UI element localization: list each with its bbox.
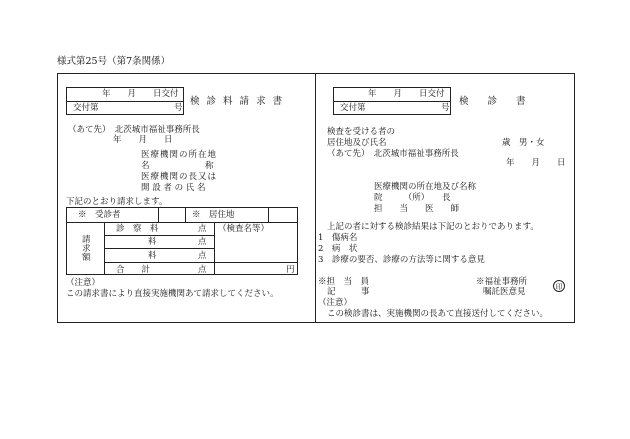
item-opinion: 3 診療の要否、診療の方法等に関する意見 (318, 255, 485, 265)
date-line: 年 月 日 (506, 158, 566, 168)
fee-row-label: 料 (148, 251, 157, 261)
examinee-line: 検査を受ける者の (327, 127, 396, 137)
note-label: （注意） (318, 298, 353, 308)
recipient-label: ※ 受診者 (78, 210, 121, 220)
claim-form-title: 検 診 料 請 求 書 (190, 96, 285, 107)
issue-no-label: 交付第 (340, 103, 366, 113)
staff-label-2: 記 事 (327, 287, 370, 297)
issue-no-suffix: 号 (441, 103, 450, 113)
residence-label: ※ 居住地 (192, 210, 235, 220)
addressee: （あて先） 北茨城市福祉事務所長 (68, 125, 200, 135)
age-sex-label: 歳 男・女 (502, 138, 545, 148)
doctor-opinion-label: 嘱託医意見 (483, 287, 526, 297)
note-text: この請求書により直接実施機関あて請求してください。 (66, 289, 279, 299)
fee-row-label: 合 計 (116, 265, 151, 275)
fee-row-unit: 点 (198, 237, 207, 247)
institution-head-label: 医療機関の長又は (141, 172, 218, 182)
office-label: ※福祉事務所 (476, 277, 528, 287)
claim-label-3: 額 (82, 253, 91, 263)
issue-no-suffix: 号 (174, 103, 183, 113)
claim-text: 下記のとおり請求します。 (66, 197, 168, 207)
note-label: （注意） (66, 278, 101, 288)
institution-name-label-r: 称 (205, 161, 214, 171)
result-text: 上記の者に対する検診結果は下記のとおりであります。 (327, 222, 539, 232)
item-condition: 2 病 状 (318, 244, 358, 254)
claim-label-1: 請 (82, 235, 91, 245)
yen-label: 円 (286, 265, 295, 275)
issue-no-label: 交付第 (73, 103, 99, 113)
item-disease: 1 傷病名 (318, 233, 358, 243)
staff-label: ※担 当 員 (318, 277, 370, 287)
fee-row-unit: 点 (198, 265, 207, 275)
fee-row-label: 診 察 料 (116, 224, 159, 234)
center-divider (315, 73, 316, 323)
fee-row-label: 料 (148, 237, 157, 247)
residence-name-label: 居住地及び氏名 (327, 138, 387, 148)
doctor-label: 担 当 医 師 (374, 204, 460, 214)
issue-box-divider (66, 101, 184, 102)
date-line: 年 月 日 (113, 135, 173, 145)
issue-date: 年 月 日交付 (368, 89, 445, 99)
form-number: 様式第25号（第7条関係） (57, 56, 171, 67)
issue-date: 年 月 日交付 (102, 89, 179, 99)
institution-address-label: 医療機関の所在地及び名称 (374, 182, 477, 192)
fee-row-unit: 点 (198, 251, 207, 261)
fee-row-unit: 点 (198, 224, 207, 234)
claim-label-2: 求 (82, 244, 91, 254)
claim-table-header-line (66, 222, 298, 223)
hospital-label: 院 （所） 長 (374, 193, 451, 203)
addressee: （あて先） 北茨城市福祉事務所長 (327, 149, 459, 159)
institution-name-label-l: 名 (141, 161, 150, 171)
seal-mark: 印 (553, 280, 565, 292)
exam-form-title: 検 診 書 (459, 96, 526, 107)
founder-name-label: 開 設 者 の 氏 名 (141, 183, 206, 193)
note-text: この検診書は、実施機関の長あて直接送付してください。 (327, 309, 549, 319)
institution-address-label: 医療機関の所在地 (141, 150, 218, 160)
exam-name-label: （検査名等） (218, 224, 270, 234)
